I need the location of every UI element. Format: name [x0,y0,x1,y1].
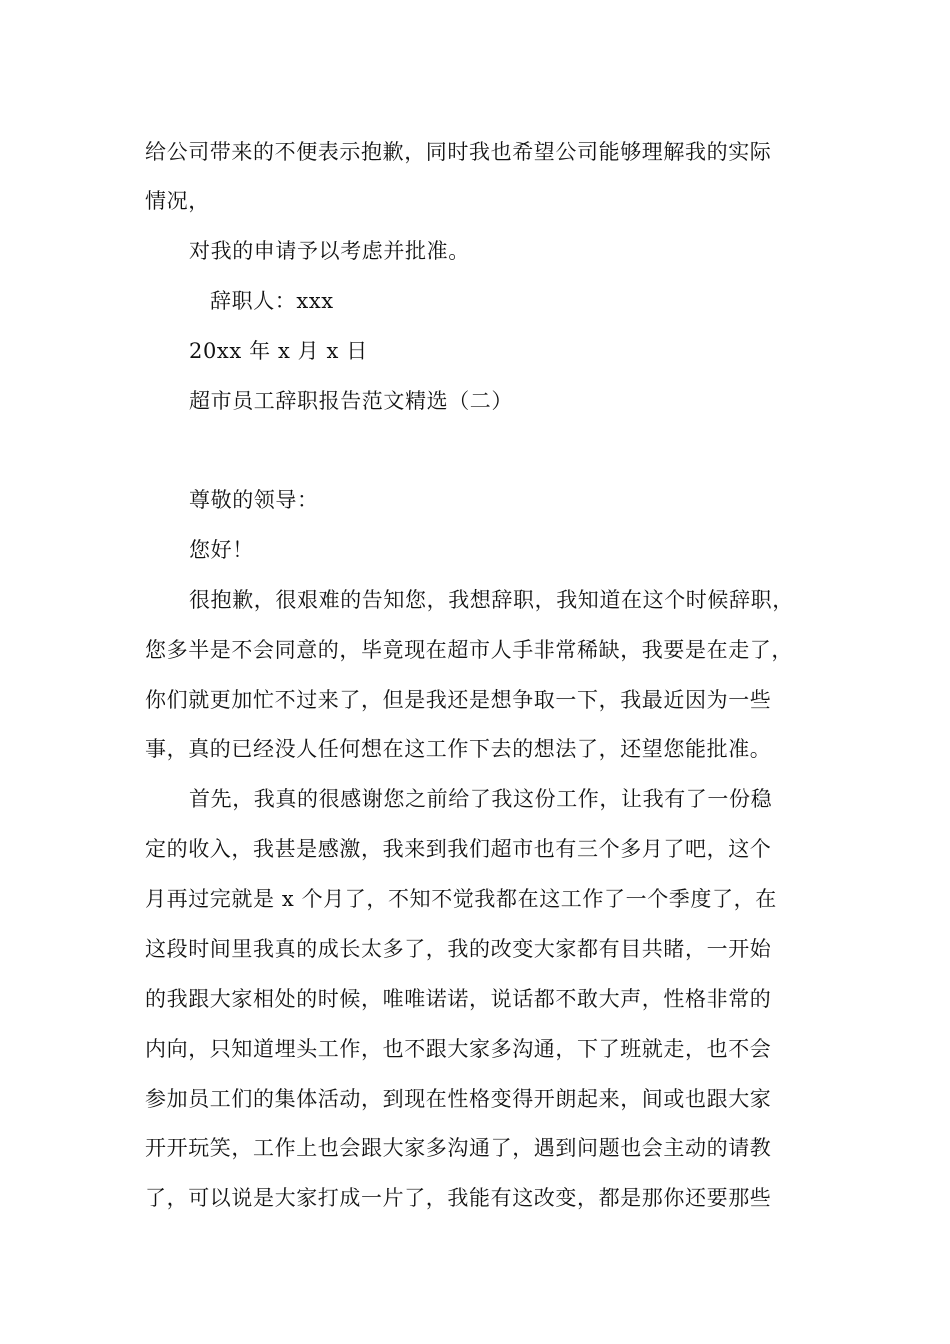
greeting: 您好！ [189,538,254,562]
body-text-line: 情况， [145,189,210,213]
body-text-line: 了，可以说是大家打成一片了，我能有这改变，都是那你还要那些 [145,1186,772,1210]
signature-line: 辞职人：xxx [210,289,334,313]
body-text-line: 你们就更加忙不过来了，但是我还是想争取一下，我最近因为一些 [145,688,772,712]
body-text-line: 内向，只知道埋头工作，也不跟大家多沟通，下了班就走，也不会 [145,1037,772,1061]
section-title: 超市员工辞职报告范文精选（二） [189,389,513,413]
body-text-line: 的我跟大家相处的时候，唯唯诺诺，说话都不敢大声，性格非常的 [145,987,772,1011]
body-text-line: 对我的申请予以考虑并批准。 [189,239,470,263]
body-text-line: 月再过完就是 x 个月了，不知不觉我都在这工作了一个季度了，在 [145,887,777,911]
body-text-line: 参加员工们的集体活动，到现在性格变得开朗起来，间或也跟大家 [145,1087,772,1111]
body-text-line: 您多半是不会同意的，毕竟现在超市人手非常稀缺，我要是在走了， [145,638,793,662]
body-text-line: 首先，我真的很感谢您之前给了我这份工作，让我有了一份稳 [189,787,773,811]
body-text-line: 这段时间里我真的成长太多了，我的改变大家都有目共睹，一开始 [145,937,772,961]
body-text-line: 很抱歉，很艰难的告知您，我想辞职，我知道在这个时候辞职， [189,588,794,612]
body-text-line: 事，真的已经没人任何想在这工作下去的想法了，还望您能批准。 [145,737,772,761]
salutation: 尊敬的领导： [189,488,319,512]
date-line: 20xx 年 x 月 x 日 [189,339,368,363]
body-text-line: 定的收入，我甚是感激，我来到我们超市也有三个多月了吧，这个 [145,837,772,861]
body-text-line: 给公司带来的不便表示抱歉，同时我也希望公司能够理解我的实际 [145,140,772,164]
body-text-line: 开开玩笑，工作上也会跟大家多沟通了，遇到问题也会主动的请教 [145,1136,772,1160]
